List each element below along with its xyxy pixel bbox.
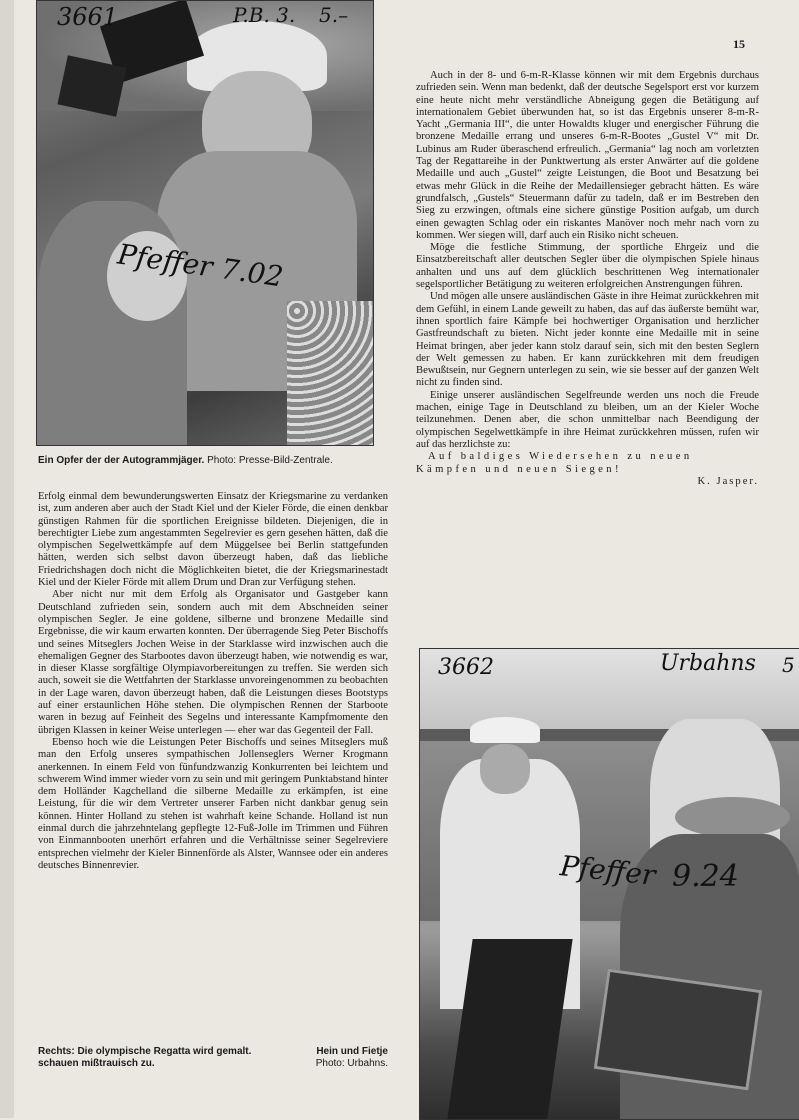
caption-subject-line: Hein und Fietje xyxy=(316,1046,388,1057)
photo-mark-price: 5 xyxy=(782,653,795,677)
closing-line: Auf baldiges Wiedersehen zu neuen xyxy=(428,451,693,463)
article-right-column xyxy=(416,70,759,488)
caption-bottom-photo-title: Rechts: Die olympische Regatta wird gemalt. xyxy=(38,1046,252,1057)
page-number: 15 xyxy=(733,37,745,51)
photo-mark-code: 9.24 xyxy=(672,859,739,894)
photo-mark-number: 3662 xyxy=(438,655,494,680)
paragraph: Ebenso hoch wie die Leistungen Peter Bischoffs und seines Mitseglers muß man den Erfolg unseres sympathischen Jollenseglers Werner Krogmann anerkennen. In einem Feld von fünfundzwanzig Konkurrenten bei leichtem und schwerem Wind immer wieder vorn zu sein und mit geringem Punktabstand hinter dem Holländer Kagchelland die silberne Medaille zu erkämpfen, ist eine Leistung, für die wir dem Vertreter unserer Farben nicht dankbar genug sein können. Hinter Holland zu stehen ist wahrhaft keine Schande. Holland ist nun einmal durch die jahrzehntelang gepflegte 12-Fuß-Jolle im Trimmen und Führen von Einmannbooten unerhört erfahren und die Verhältnisse seiner Segelreviere entsprechen vielmehr der Kieler Binnenförde als Alster, Wannsee oder ein anderes deutsches Binnenrevier. xyxy=(38,736,388,871)
paragraph: Und mögen alle unsere ausländischen Gäste in ihre Heimat zurückkehren mit dem Gefühl, in einem Lande geweilt zu haben, das auf das äußerste bemüht war, ihnen sportlich faire Kämpfe bei hochwertiger Organisation und herzlicher Gastfreundschaft zu bieten. Nicht jeder konnte eine Medaille mit in seine Heimat bringen, aber jeder kann stolz darauf sein, sich mit den besten Seglern der Welt gemessen zu haben. Er kann zurückkehren mit dem freudigen Bewußtsein, nur Gegnern unterlegen zu sein, wie sie besser auf der ganzen Welt nicht zu finden sind. xyxy=(416,291,759,389)
paragraph: Aber nicht nur mit dem Erfolg als Organisator und Gastgeber kann Deutschland zufrieden sein, sondern auch mit dem Abschneiden seiner olympischen Segler. Je eine goldene, silberne und bronzene Medaille sind Ergebnisse, die wir kaum erwarten konnten. Der überragende Sieg Peter Bischoffs und seines Mitseglers Jochen Weise in der Starklasse wird inzwischen auch die ehemaligen Gegner des Starbootes davon überzeugt haben, wie notwendig es war, in dieser Klasse sorgfältige Olympiavorbereitungen zu treffen. Sie werden sich auch, soweit sie die Wettfahrten der Starklasse unvoreingenommen zu beobachten in der Lage waren, davon überzeugt haben, daß die Leistungen dieses Bootstyps auf einer erstaunlichen Höhe stehen. Die olympischen Rennen der Starboote waren in bezug auf Feinheit des Segelns und interessante Kampfmomente den übrigen Klassen in keiner Weise unterlegen — eher war das Gegenteil der Fall. xyxy=(38,589,388,736)
photo-sailor-left-face xyxy=(480,744,530,794)
caption-top-credit: Photo: Presse-Bild-Zentrale. xyxy=(207,455,333,466)
photo-painter-cap xyxy=(675,797,790,837)
paragraph: Einige unserer ausländischen Segelfreunde werden uns noch die Freude machen, einige Tage in Deutschland zu bleiben, um an der Kieler Woche teilzunehmen. Denen aber, die schon unmittelbar nach Beendigung der olympischen Segelwettkämpfe in ihre Heimat zurückkehren müssen, rufen wir auf das herzlichste zu: xyxy=(416,389,759,450)
paragraph: Erfolg einmal dem bewunderungswerten Einsatz der Kriegsmarine zu verdanken ist, zum anderen aber auch der Stadt Kiel und der Kieler Förde, die einen denkbar günstigen Rahmen für die sportlichen Ereignisse bildeten. Diejenigen, die in berechtigter Liebe zum angestammten Segelrevier es gern gesehen hätten, daß die olympischen Segelwettkämpfe auf dem Müggelsee bei Berlin stattgefunden hätten, werden sich selbst davon überzeugt haben, daß das liebliche Friedrichshagen doch nicht die Möglichkeiten bietet, die der Kriegsmarinestadt Kiel und der Kieler Förde mit allem Drum und Dran zur Verfügung stehen. xyxy=(38,491,388,589)
page-edge xyxy=(0,0,14,1118)
photo-mark-signature: Pfeffer 7.02 xyxy=(115,237,286,294)
closing-line: Kämpfen und neuen Siegen! xyxy=(416,463,622,475)
photo-regatta-painting xyxy=(419,648,799,1120)
paragraph: Möge die festliche Stimmung, der sportliche Ehrgeiz und die Einsatzbereitschaft aller deutschen Segler über die olympischen Spiele hinaus anhalten und uns auf dem glücklich beschrittenen Weg internationaler segelsportlicher Betätigung zu weiteren erfolgreichen Anstrengungen führen. xyxy=(416,242,759,291)
photo-mark-photographer: Urbahns xyxy=(660,651,756,676)
photo-child-dress xyxy=(287,301,373,445)
photo-autograph-hunters xyxy=(36,0,374,446)
caption-top-photo xyxy=(38,454,378,467)
article-left-column xyxy=(38,491,388,872)
caption-credit: Photo: Urbahns. xyxy=(315,1058,388,1069)
photo-painting-canvas xyxy=(594,969,763,1091)
photo-mark-number: 3661 xyxy=(57,3,119,31)
caption-top-title: Ein Opfer der der Autogrammjäger. xyxy=(38,455,205,466)
photo-mark-price: 5.– xyxy=(319,3,349,27)
photo-mark-signature: Pfeffer xyxy=(558,849,658,892)
photo-sailor-cap-left xyxy=(470,717,540,743)
paragraph: Auch in der 8- und 6-m-R-Klasse können wir mit dem Ergebnis durchaus zufrieden sein. Wenn man bedenkt, daß der deutsche Segelsport erst vor kurzem eine heute nicht mehr verständliche Abneigung gegen die Betätigung auf internationalem Gebiet überwunden hat, so ist das Ergebnis unserer 8-m-R-Yacht „Germania III“, die unter Howaldts kluger und energischer Führung die bronzene Medaille errang und unseres 6-m-R-Bootes „Gustel V“ mit Dr. Lubinus am Ruder überaschend erfreulich. „Germania“ lag noch am vorletzten Tag der Regattareihe in der Punktwertung als erster Anwärter auf die goldene Medaille und auch „Gustel“ zeigte Leistungen, die Boot und Besatzung bei etwas mehr Glück in die Reihe der Medaillensieger gebracht hätten. Es wäre grundfalsch, „Gustels“ Steuermann dafür zu tadeln, daß er im Bestreben den Sieg zu erzwingen, oftmals eine sichere günstige Position aufgab, um durch einen gewagten Schlag oder ein riskantes Manöver noch mehr nach vorn zu kommen. Wer siegen will, darf auch ein Risiko nicht scheuen. xyxy=(416,70,759,241)
author-signature: K. Jasper. xyxy=(697,475,759,487)
caption-bottom-photo-credit-block xyxy=(296,1046,388,1070)
caption-bottom-photo-subtitle: schauen mißtrauisch zu. xyxy=(38,1058,155,1069)
photo-mark-pb: P.B. 3. xyxy=(233,3,296,27)
